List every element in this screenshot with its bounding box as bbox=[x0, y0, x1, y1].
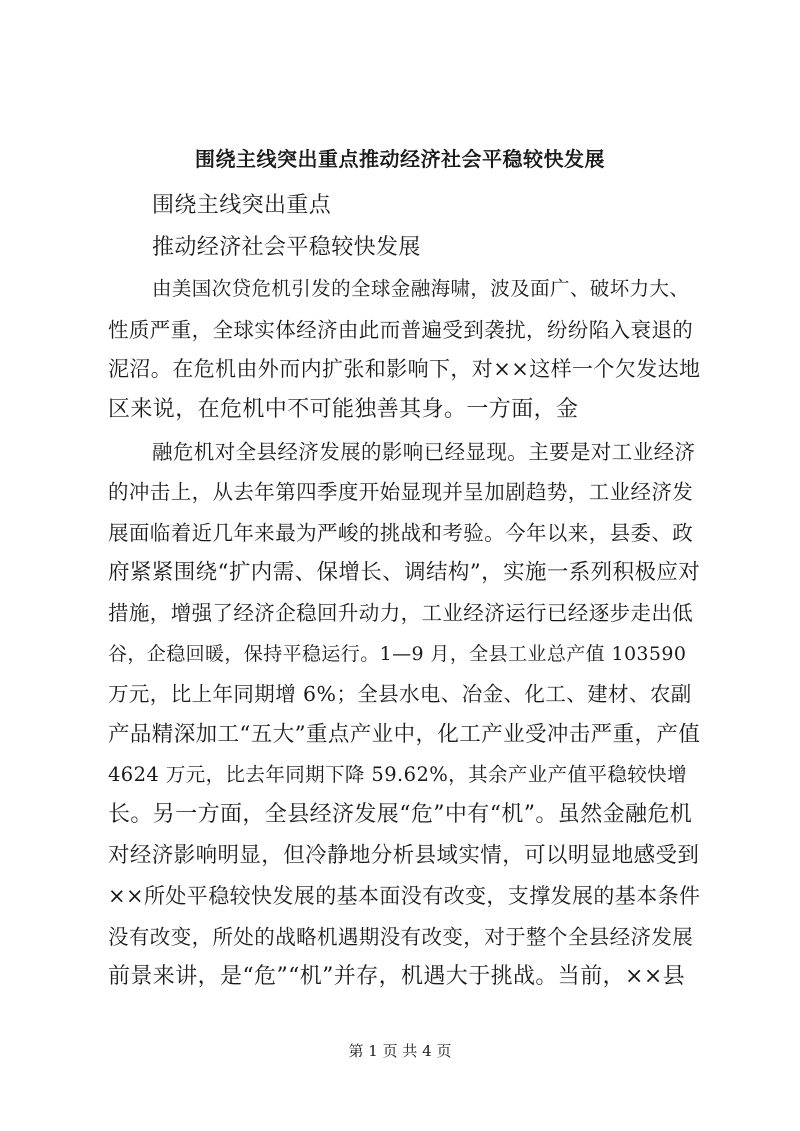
paragraph-1-line-2: 性质严重，全球实体经济由此而普遍受到袭扰，纷纷陷入衰退的 bbox=[108, 318, 694, 342]
paragraph-2-line-7: 万元，比上年同期增 6%；全县水电、冶金、化工、建材、农副 bbox=[108, 682, 692, 706]
paragraph-2-line-8: 产品精深加工“五大”重点产业中，化工产业受冲击严重，产值 bbox=[108, 722, 701, 747]
subtitle-line-1: 围绕主线突出重点 bbox=[152, 193, 332, 218]
paragraph-1-line-1: 由美国次贷危机引发的全球金融海啸，波及面广、破坏力大、 bbox=[152, 277, 690, 300]
page-number-footer: 第 1 页 共 4 页 bbox=[348, 1042, 452, 1060]
paragraph-2-line-10: 长。另一方面，全县经济发展“危”中有“机”。虽然金融危机 bbox=[108, 802, 693, 827]
paragraph-1-line-4: 区来说，在危机中不可能独善其身。一方面，金 bbox=[108, 397, 579, 422]
paragraph-2-line-4: 府紧紧围绕“扩内需、保增长、调结构”，实施一系列积极应对 bbox=[108, 560, 701, 585]
paragraph-2-line-5: 措施，增强了经济企稳回升动力，工业经济运行已经逐步走出低 bbox=[108, 601, 694, 625]
subtitle-line-2: 推动经济社会平稳较快发展 bbox=[152, 235, 421, 260]
paragraph-2-line-11: 对经济影响明显，但冷静地分析县域实情，可以明显地感受到 bbox=[108, 843, 700, 868]
paragraph-1-line-3: 泥沼。在危机由外而内扩张和影响下，对××这样一个欠发达地 bbox=[108, 357, 701, 381]
paragraph-2-line-1: 融危机对全县经济发展的影响已经显现。主要是对工业经济 bbox=[152, 440, 696, 464]
paragraph-2-line-3: 展面临着近几年来最为严峻的挑战和考验。今年以来，县委、政 bbox=[108, 521, 694, 545]
paragraph-2-line-12: ××所处平稳较快发展的基本面没有改变，支撑发展的基本条件 bbox=[108, 884, 701, 908]
paragraph-2-line-13: 没有改变，所处的战略机遇期没有改变，对于整个全县经济发展 bbox=[108, 925, 694, 949]
paragraph-2-line-6: 谷，企稳回暖，保持平稳运行。1—9 月，全县工业总产值 103590 bbox=[108, 643, 687, 665]
page-title: 围绕主线突出重点推动经济社会平稳较快发展 bbox=[195, 147, 605, 171]
paragraph-2-line-2: 的冲击上，从去年第四季度开始显现并呈加剧趋势，工业经济发 bbox=[108, 480, 694, 504]
paragraph-2-line-9: 4624 万元，比去年同期下降 59.62%，其余产业产值平稳较快增 bbox=[108, 763, 687, 786]
paragraph-2-line-14: 前景来讲，是“危”“机”并存，机遇大于挑战。当前，××县 bbox=[108, 964, 686, 989]
